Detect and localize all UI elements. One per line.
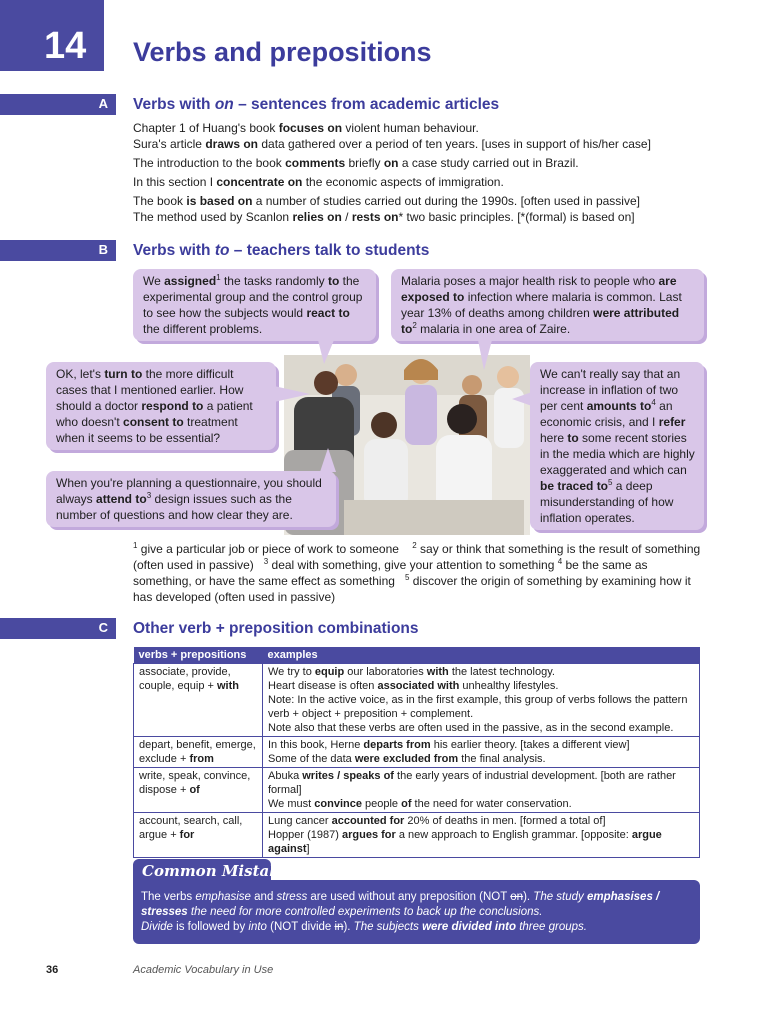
section-a-letter: A (98, 96, 108, 111)
bubble-tail (320, 448, 336, 472)
section-b-bar (0, 240, 116, 261)
bubble-tail (318, 340, 334, 364)
section-b-title: Verbs with to – teachers talk to students (133, 242, 430, 259)
table-row: depart, benefit, emerge, exclude + from In this book, Herne departs from his earlier theory. [takes a different view] Some of the data were excluded from the final analysis. (134, 737, 700, 768)
sentence-line: The method used by Scanlon relies on / rests on* two basic principles. [*(formal) is based on] (133, 210, 635, 224)
book-title: Academic Vocabulary in Use (133, 964, 274, 976)
common-mistake-text: The verbs emphasise and stress are used without any preposition (NOT on). The study emphasises / stresses the need for more controlled experiments to back up the conclusions. Divide is followed by into (NOT divide in). The subjects were divided into three groups. (141, 891, 660, 933)
column-header: examples (263, 647, 700, 664)
unit-number: 14 (44, 25, 87, 67)
bubble-tail (478, 340, 492, 370)
table-row: write, speak, convince, dispose + of Abuka writes / speaks of the early years of industrial development. [both are rather formal] We must convince people of the need for water conservation. (134, 768, 700, 813)
section-a-bar (0, 94, 116, 115)
speech-bubble-exposed: Malaria poses a major health risk to people who are exposed to infection where malaria is common. Last year 13% of deaths among children were attributed $to^2$ malaria in one area of Zaire. (391, 269, 704, 341)
sentence-line: Sura's article draws on data gathered over a period of ten years. [uses in support of his/her case] (133, 137, 651, 151)
speech-bubble-turn-to: OK, let's turn to the more difficult cases that I mentioned earlier. How should a doctor respond to a patient who doesn't consent to treatment when it seems to be essential? (46, 362, 276, 450)
sentence-line: In this section I concentrate on the economic aspects of immigration. (133, 175, 504, 189)
common-mistake-title: Common Mistake (142, 862, 290, 880)
speech-bubble-amounts-to: We can't really say that an increase in inflation of two per cent amounts $to^4$ an economic crisis, and I refer here to some recent stories in the media which are highly exaggerated and which can be traced $to^5$ a deep misunderstanding of how inflation operates. (530, 362, 704, 530)
speech-bubble-attend-to: When you're planning a questionnaire, you should always attend $to^3$ design issues such as the number of questions and how clear they are. (46, 471, 336, 527)
section-c-title: Other verb + preposition combinations (133, 620, 419, 637)
sentence-line: The book is based on a number of studies carried out during the 1990s. [often used in passive] (133, 194, 640, 208)
table-row: associate, provide, couple, equip + with We try to equip our laboratories with the latest technology. Heart disease is often associated with unhealthy lifestyles. Note: In the active voice, as in the first example, this group of verbs follows the pattern verb + object + preposition + complement. Note also that these verbs are often used in the passive, as in the second example. (134, 664, 700, 737)
footnotes: $^1$ give a particular job or piece of work to someone $^2$ say or think that something is the result of something (often used in passive) $^3$ deal with something, give your attention to something $^4$ be the same as something, or have the same effect as something $^5$ discover the origin of something by examining how it has developed (often used in passive) (133, 541, 701, 604)
column-header: verbs + prepositions (134, 647, 263, 664)
section-a-title: Verbs with on – sentences from academic articles (133, 96, 500, 113)
unit-number-box (0, 0, 104, 71)
page-number: 36 (46, 964, 59, 976)
sentence-line: Chapter 1 of Huang's book focuses on violent human behaviour. (133, 121, 479, 135)
bubble-tail (274, 386, 310, 402)
table-row: account, search, call, argue + for Lung cancer accounted for 20% of deaths in men. [formed a total of] Hopper (1987) argues for a new approach to English grammar. [opposite: argue against] (134, 813, 700, 858)
section-b-letter: B (98, 242, 108, 257)
section-c-letter: C (98, 620, 108, 635)
bubble-tail (512, 392, 532, 406)
verb-preposition-table (133, 647, 700, 858)
page-title: Verbs and prepositions (133, 37, 432, 67)
section-c-bar (0, 618, 116, 639)
speech-bubble-assigned: We assigned$^1$ the tasks randomly to the experimental group and the control group to see how the subjects would react to the different problems. (133, 269, 376, 341)
sentence-line: The introduction to the book comments briefly on a case study carried out in Brazil. (133, 156, 579, 170)
section-a-text (133, 120, 733, 225)
